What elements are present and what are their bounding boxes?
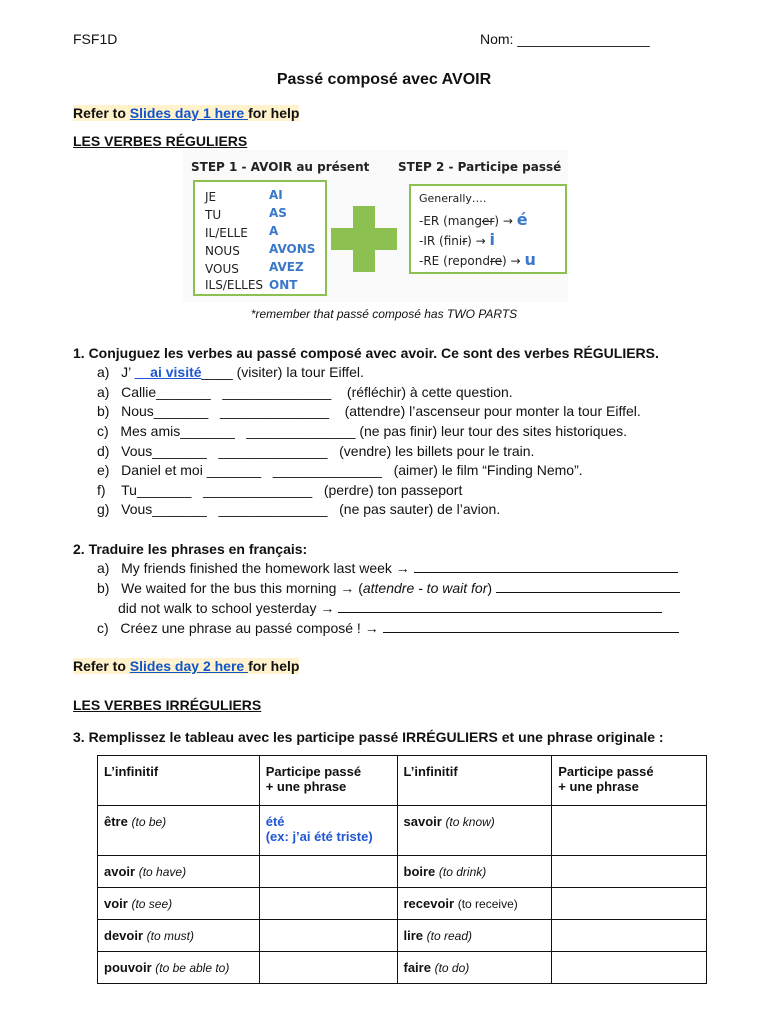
verb-cell: boire (to drink) — [397, 856, 552, 888]
pronoun: JE — [205, 190, 217, 204]
pronoun: ILS/ELLES — [205, 278, 264, 292]
table-row — [98, 856, 707, 888]
help-prefix: Refer to — [73, 105, 130, 121]
pronoun: TU — [205, 208, 222, 222]
q1-item[interactable]: e) Daniel et moi _______ ______________ (aimer) le film “Finding Nemo”. — [97, 462, 583, 478]
q2-item-a[interactable]: a) My friends finished the homework last week → — [97, 560, 678, 576]
help-line-2 — [73, 658, 299, 674]
avoir-form: A — [269, 224, 279, 238]
q3-title: 3. Remplissez le tableau avec les participe passé IRRÉGULIERS et une phrase originale : — [73, 729, 664, 745]
header-cell: L’infinitif — [98, 756, 260, 806]
verb-cell: faire (to do) — [397, 952, 552, 984]
step1-box — [193, 180, 327, 296]
step1-title: STEP 1 - AVOIR au présent — [191, 160, 370, 174]
avoir-form: AI — [269, 188, 283, 202]
verb-cell: être (to be) — [98, 806, 260, 856]
rule-ir: -IR (finir) → i — [419, 230, 496, 249]
table-row — [98, 952, 707, 984]
q1-item[interactable]: c) Mes amis_______ ______________ (ne pas finir) leur tour des sites historiques. — [97, 423, 628, 439]
steps-diagram — [183, 150, 568, 302]
q1-item[interactable]: g) Vous_______ ______________ (ne pas sauter) de l’avion. — [97, 501, 501, 517]
q2-item-b[interactable]: b) We waited for the bus this morning → (attendre - to wait for) — [97, 580, 680, 596]
answer-cell[interactable] — [552, 888, 707, 920]
answer-cell[interactable] — [259, 920, 397, 952]
irregular-verbs-table — [97, 755, 707, 984]
header-cell: Participe passé + une phrase — [552, 756, 707, 806]
table-row — [98, 920, 707, 952]
q1-item[interactable]: b) Nous_______ ______________ (attendre) l’ascenseur pour monter la tour Eiffel. — [97, 403, 641, 419]
verb-cell: recevoir (to receive) — [397, 888, 552, 920]
q1-example: a) J’ __ai visité____ (visiter) la tour Eiffel. — [97, 364, 364, 380]
avoir-form: AS — [269, 206, 287, 220]
header-cell: Participe passé + une phrase — [259, 756, 397, 806]
table-row — [98, 806, 707, 856]
q2-item-b-line2[interactable]: did not walk to school yesterday → — [118, 600, 662, 616]
example-answer: __ai visité — [134, 364, 202, 380]
header-cell: L’infinitif — [397, 756, 552, 806]
answer-cell[interactable] — [552, 920, 707, 952]
name-field[interactable]: Nom: _________________ — [480, 31, 650, 47]
plus-icon-bar — [331, 228, 397, 250]
rule-re: -RE (repondre) → u — [419, 250, 536, 269]
pronoun: VOUS — [205, 262, 239, 276]
verb-cell: devoir (to must) — [98, 920, 260, 952]
q1-item[interactable]: d) Vous_______ ______________ (vendre) les billets pour le train. — [97, 443, 535, 459]
slides-day-1-link[interactable]: Slides day 1 here — [129, 105, 249, 121]
answer-cell[interactable] — [259, 856, 397, 888]
help-suffix: for help — [248, 658, 300, 674]
q2-title: 2. Traduire les phrases en français: — [73, 541, 308, 557]
pronoun: IL/ELLE — [205, 226, 248, 240]
answer-cell[interactable] — [552, 856, 707, 888]
step2-title: STEP 2 - Participe passé — [398, 160, 562, 174]
q1-item[interactable]: f) Tu_______ ______________ (perdre) ton passeport — [97, 482, 463, 498]
avoir-form: AVONS — [269, 242, 316, 256]
q2-item-c[interactable]: c) Créez une phrase au passé composé ! → — [97, 620, 679, 636]
remember-note: *remember that passé composé has TWO PARTS — [250, 307, 518, 321]
step2-box — [409, 184, 567, 274]
table-row — [98, 888, 707, 920]
verb-cell: avoir (to have) — [98, 856, 260, 888]
pronoun: NOUS — [205, 244, 240, 258]
verb-cell: savoir (to know) — [397, 806, 552, 856]
answer-cell[interactable] — [552, 952, 707, 984]
verb-cell: lire (to read) — [397, 920, 552, 952]
page-title: Passé composé avec AVOIR — [276, 71, 492, 88]
answer-cell[interactable]: été (ex: j’ai été triste) — [259, 806, 397, 856]
course-code: FSF1D — [73, 31, 118, 47]
answer-cell[interactable] — [259, 952, 397, 984]
rule-er: -ER (manger) → é — [419, 210, 528, 229]
help-suffix: for help — [248, 105, 300, 121]
help-prefix: Refer to — [73, 658, 130, 674]
section-irregular-title: LES VERBES IRRÉGULIERS — [73, 697, 262, 713]
verb-cell: pouvoir (to be able to) — [98, 952, 260, 984]
table-header-row — [98, 756, 707, 806]
answer-cell[interactable] — [552, 806, 707, 856]
q1-item[interactable]: a) Callie_______ ______________ (réfléchir) à cette question. — [97, 384, 513, 400]
answer-cell[interactable] — [259, 888, 397, 920]
q1-title: 1. Conjuguez les verbes au passé composé avec avoir. Ce sont des verbes RÉGULIERS. — [73, 345, 659, 361]
verb-cell: voir (to see) — [98, 888, 260, 920]
slides-day-2-link[interactable]: Slides day 2 here — [129, 658, 249, 674]
avoir-form: AVEZ — [269, 260, 304, 274]
generally-label: Generally…. — [419, 192, 487, 205]
avoir-form: ONT — [269, 278, 298, 292]
help-line-1 — [73, 105, 299, 121]
section-regular-title: LES VERBES RÉGULIERS — [73, 133, 248, 149]
